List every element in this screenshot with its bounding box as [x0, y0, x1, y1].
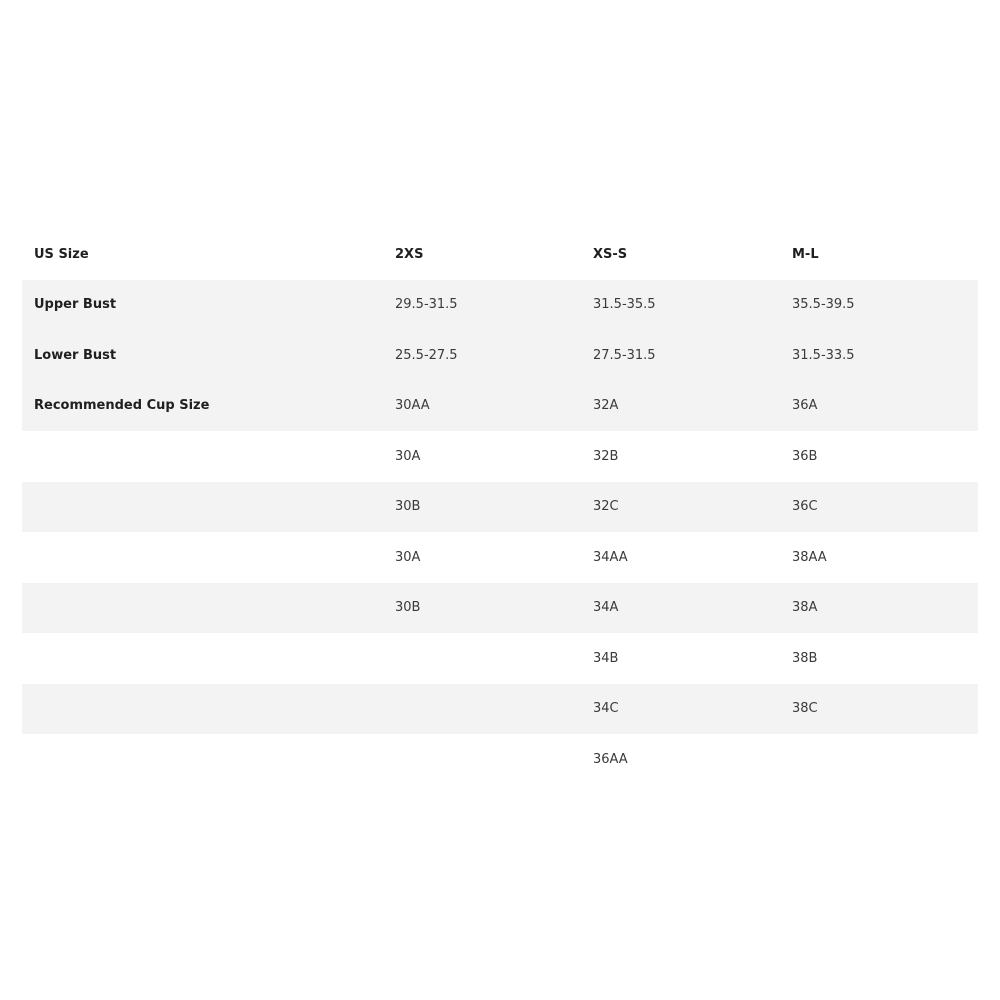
cell-m-l: 36A [792, 398, 818, 414]
table-row [22, 684, 978, 735]
row-label: Upper Bust [34, 297, 117, 313]
header-2xs: 2XS [395, 246, 424, 262]
cell-xs-s: 32B [593, 448, 619, 464]
table-row [22, 482, 978, 533]
table-row [22, 633, 978, 684]
cell-2xs: 30B [395, 499, 421, 515]
cell-2xs: 30B [395, 600, 421, 616]
cell-2xs: 30AA [395, 398, 430, 414]
size-chart-table [22, 229, 978, 785]
table-row [22, 583, 978, 634]
row-label: Recommended Cup Size [34, 398, 210, 414]
header-us-size: US Size [34, 246, 89, 262]
cell-2xs: 30A [395, 549, 421, 565]
cell-xs-s: 34B [593, 650, 619, 666]
cell-2xs: 25.5-27.5 [395, 347, 458, 363]
cell-xs-s: 31.5-35.5 [593, 297, 656, 313]
table-row [22, 381, 978, 432]
cell-m-l: 38AA [792, 549, 827, 565]
cell-xs-s: 32C [593, 499, 619, 515]
cell-m-l: 38A [792, 600, 818, 616]
cell-xs-s: 34A [593, 600, 619, 616]
table-row [22, 431, 978, 482]
cell-m-l: 35.5-39.5 [792, 297, 855, 313]
cell-2xs: 30A [395, 448, 421, 464]
cell-m-l: 36B [792, 448, 818, 464]
cell-xs-s: 34AA [593, 549, 628, 565]
table-row [22, 532, 978, 583]
cell-xs-s: 27.5-31.5 [593, 347, 656, 363]
header-xs-s: XS-S [593, 246, 628, 262]
cell-m-l: 31.5-33.5 [792, 347, 855, 363]
cell-2xs: 29.5-31.5 [395, 297, 458, 313]
cell-m-l: 38B [792, 650, 818, 666]
table-row [22, 734, 978, 785]
cell-xs-s: 34C [593, 701, 619, 717]
header-m-l: M-L [792, 246, 819, 262]
cell-xs-s: 36AA [593, 751, 628, 767]
header-row [22, 229, 978, 280]
cell-m-l: 36C [792, 499, 818, 515]
table-row [22, 280, 978, 331]
cell-m-l: 38C [792, 701, 818, 717]
table-row [22, 330, 978, 381]
cell-xs-s: 32A [593, 398, 619, 414]
row-label: Lower Bust [34, 347, 117, 363]
